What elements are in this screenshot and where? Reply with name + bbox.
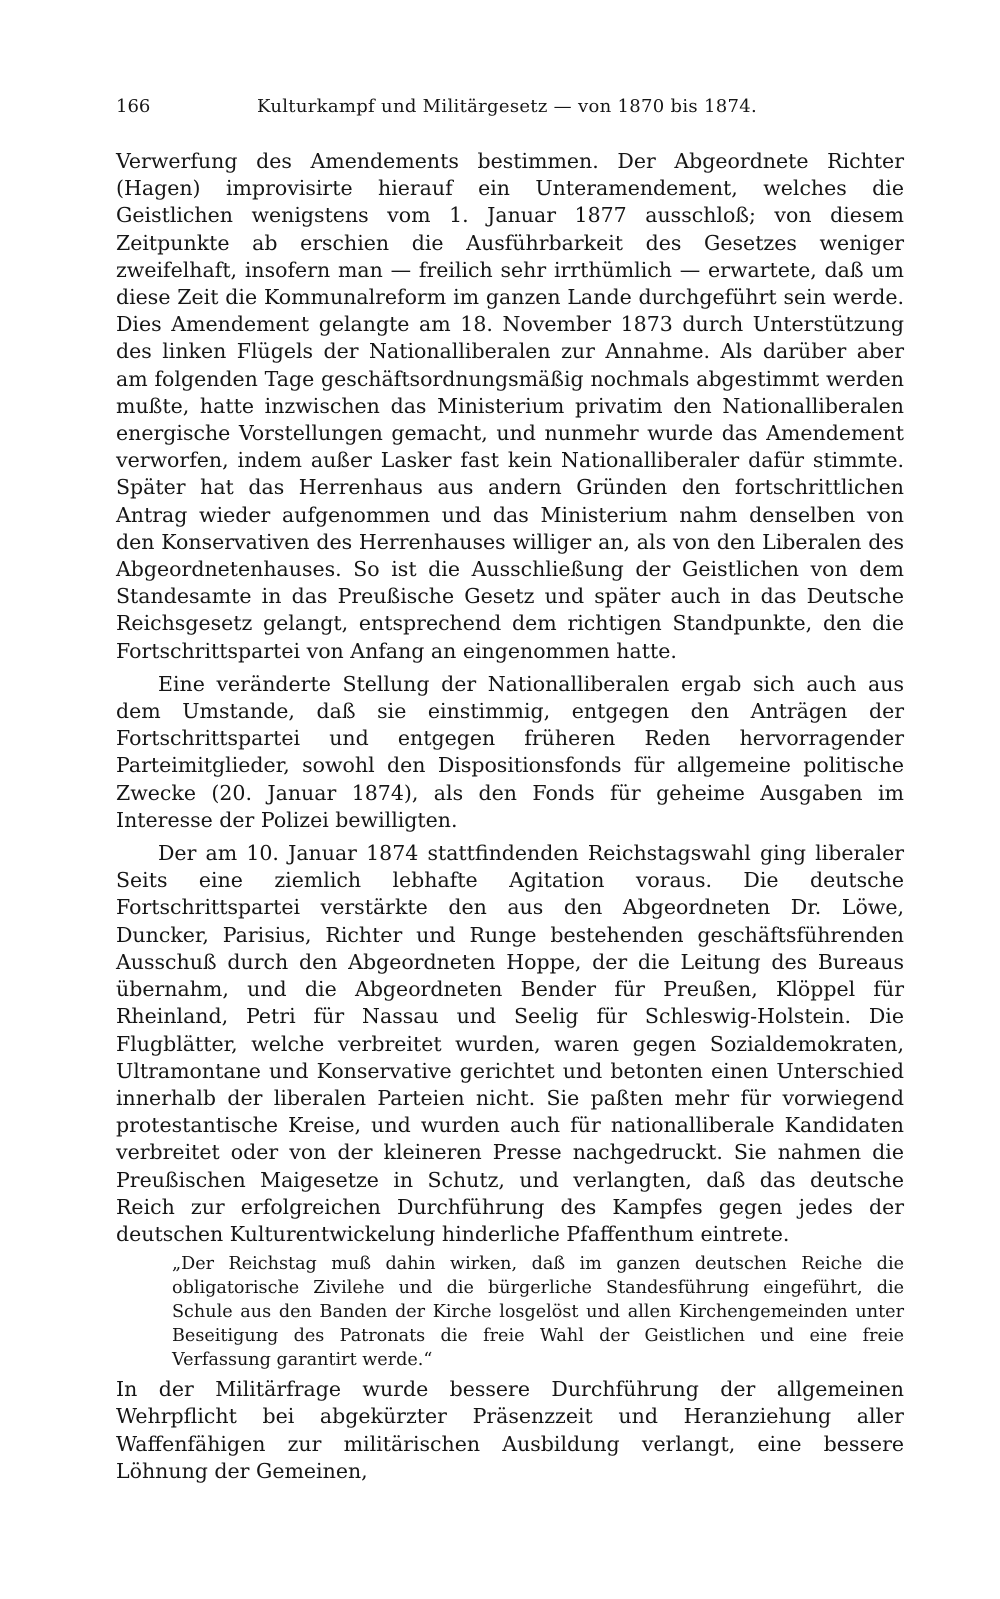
paragraph-reichstagswahl: Der am 10. Januar 1874 stattfindenden Reichstagswahl ging liberaler Seits eine ziemlich lebhafte Agitation voraus. Die deutsche Fortschrittspartei verstärkte den aus den Abgeordneten Dr. Löwe, Duncker, Parisius, Richter und Runge bestehenden geschäftsführenden Ausschuß durch den Abgeordneten Hoppe, der die Leitung des Bureaus übernahm, und die Abgeordneten Bender für Preußen, Klöppel für Rheinland, Petri für Nassau und Seelig für Schleswig-Holstein. Die Flugblätter, welche verbreitet wurden, waren gegen Sozialdemokraten, Ultramontane und Konservative gerichtet und betonten einen Unterschied innerhalb der liberalen Parteien nicht. Sie paßten mehr für vorwiegend protestantische Kreise, und wurden auch für nationalliberale Kandidaten verbreitet oder von der kleineren Presse nachgedruckt. Sie nahmen die Preußischen Maigesetze in Schutz, und verlangten, daß das deutsche Reich zur erfolgreichen Durchführung des Kampfes gegen jedes der deutschen Kulturentwickelung hinderliche Pfaffenthum eintrete.	[116, 841, 904, 1246]
paragraph-nationalliberale: Eine veränderte Stellung der Nationalliberalen ergab sich auch aus dem Umstande, daß sie einstimmig, entgegen den Anträgen der Fortschrittspartei und entgegen früheren Reden hervorragender Parteimitglieder, sowohl den Dispositionsfonds für allgemeine politische Zwecke (20. Januar 1874), als den Fonds für geheime Ausgaben im Interesse der Polizei bewilligten.	[116, 671, 904, 832]
running-title: Kulturkampf und Militärgesetz — von 1870 bis 1874.	[257, 96, 757, 117]
running-header	[116, 92, 904, 122]
paragraph-militaerfrage: In der Militärfrage wurde bessere Durchführung der allgemeinen Wehrpflicht bei abgekürzter Präsenzzeit und Heranziehung aller Waffenfähigen zur militärischen Ausbildung verlangt, eine bessere Löhnung der Gemeinen,	[116, 1377, 904, 1483]
block-quote: „Der Reichstag muß dahin wirken, daß im ganzen deutschen Reiche die obligatorische Zivilehe und die bürgerliche Standesführung eingeführt, die Schule aus den Banden der Kirche losgelöst und allen Kirchengemeinden unter Beseitigung des Patronats die freie Wahl der Geistlichen und eine freie Verfassung garantirt werde.“	[172, 1254, 904, 1371]
body-text	[116, 148, 904, 1485]
paragraph-standesamt: Verwerfung des Amendements bestimmen. Der Abgeordnete Richter (Hagen) improvisirte hierauf ein Unteramendement, welches die Geistlichen wenigstens vom 1. Januar 1877 ausschloß; von diesem Zeitpunkte ab erschien die Ausführbarkeit des Gesetzes weniger zweifelhaft, insofern man — freilich sehr irrthümlich — erwartete, daß um diese Zeit die Kommunalreform im ganzen Lande durchgeführt sein werde. Dies Amendement gelangte am 18. November 1873 durch Unterstützung des linken Flügels der Nationalliberalen zur Annahme. Als darüber aber am folgenden Tage geschäftsordnungsmäßig nochmals abgestimmt werden mußte, hatte inzwischen das Ministerium privatim den Nationalliberalen energische Vorstellungen gemacht, und nunmehr wurde das Amendement verworfen, indem außer Lasker fast kein Nationalliberaler dafür stimmte. Später hat das Herrenhaus aus andern Gründen den fortschrittlichen Antrag wieder aufgenommen und das Ministerium nahm denselben von den Konservativen des Herrenhauses williger an, als von den Liberalen des Abgeordnetenhauses. So ist die Ausschließung der Geistlichen von dem Standesamte in das Preußische Gesetz und später auch in das Deutsche Reichsgesetz gelangt, entsprechend dem richtigen Standpunkte, den die Fortschrittspartei von Anfang an eingenommen hatte.	[116, 149, 904, 663]
page-number: 166	[116, 96, 151, 117]
